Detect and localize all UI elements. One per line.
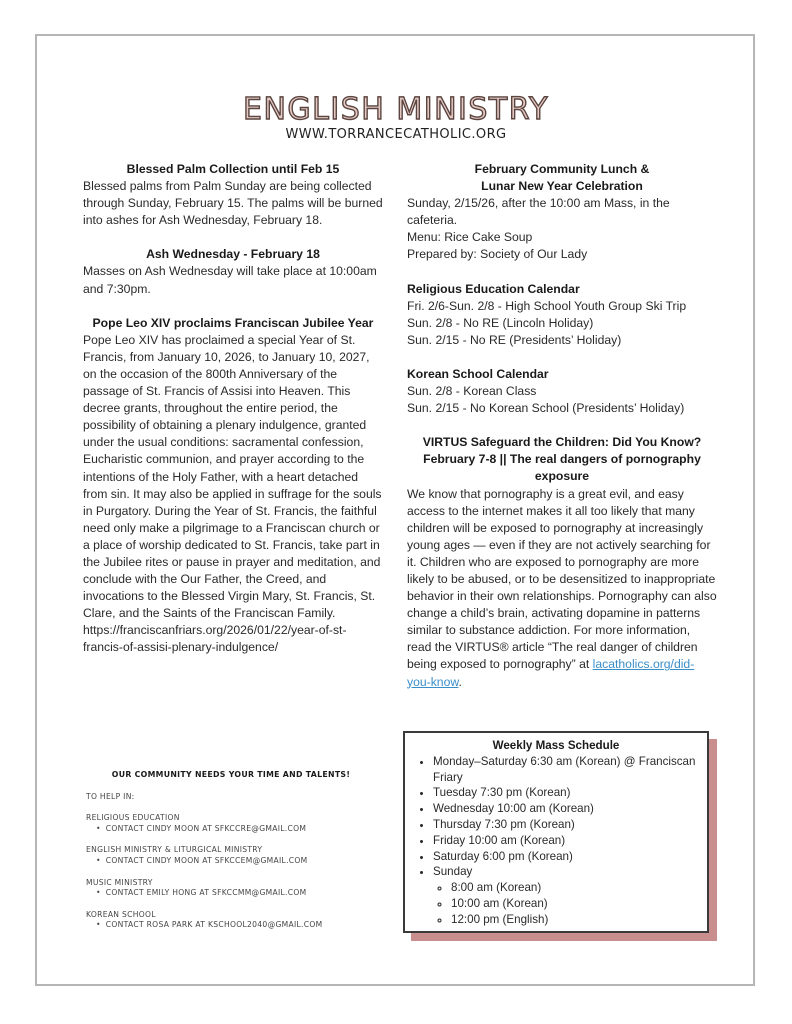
left-column <box>83 161 383 657</box>
korean-school-title: Korean School Calendar <box>407 366 549 381</box>
virtus-section <box>407 434 717 690</box>
mass-schedule-item: • Saturday 6:00 pm (Korean) <box>433 849 697 865</box>
mass-schedule-item: • Monday–Saturday 6:30 am (Korean) @ Franciscan Friary <box>433 754 697 786</box>
religious-education-title: Religious Education Calendar <box>407 281 580 296</box>
mass-schedule-panel <box>403 731 709 933</box>
mass-schedule-item: • Wednesday 10:00 am (Korean) <box>433 801 697 817</box>
mass-schedule-item: • Friday 10:00 am (Korean) <box>433 833 697 849</box>
virtus-body-text: We know that pornography is a great evil, and easy access to the internet makes it all too likely that many children will be exposed to pornography at increasingly young ages — even if they are not actively searching for it. Children who are exposed to pornography are more likely to be abused, or to be desensitized to inappropriate behavior in their own relationships. Pornography can also change a child’s brain, activating dopamine in patterns similar to substance addiction. For more information, read the VIRTUS® article “The real danger of children being exposed to pornography” at <box>407 486 717 672</box>
lunch-title-line1: February Community Lunch & <box>474 162 650 176</box>
community-section <box>86 770 376 942</box>
community-contact: • CONTACT CINDY MOON AT SFKCCRE@GMAIL.COM <box>96 824 376 835</box>
palm-title: Blessed Palm Collection until Feb 15 <box>126 162 340 176</box>
community-contact: • CONTACT CINDY MOON AT SFKCCEM@GMAIL.COM <box>96 856 376 867</box>
community-group <box>86 910 376 931</box>
community-group-name: MUSIC MINISTRY <box>86 877 153 887</box>
community-contact: • CONTACT EMILY HONG AT SFKCCMM@GMAIL.COM <box>96 888 376 899</box>
community-group-name: KOREAN SCHOOL <box>86 909 156 919</box>
ash-wednesday-section <box>83 246 383 297</box>
palm-body: Blessed palms from Palm Sunday are being collected through Sunday, February 15. The palms will be burned into ashes for Ash Wednesday, February 18. <box>83 179 383 228</box>
religious-education-item: Sun. 2/8 - No RE (Lincoln Holiday) <box>407 315 594 330</box>
mass-schedule-list <box>415 754 697 928</box>
sunday-mass-item: ◦ 10:00 am (Korean) <box>451 896 697 912</box>
lunch-prepared-by: Prepared by: Society of Our Lady <box>407 247 588 262</box>
mass-schedule-box <box>403 731 709 933</box>
lunch-section <box>407 161 717 264</box>
sunday-mass-item: ◦ 12:00 pm (English) <box>451 912 697 928</box>
mass-schedule-item-sunday <box>433 864 697 927</box>
community-group <box>86 845 376 866</box>
jubilee-title: Pope Leo XIV proclaims Franciscan Jubilee Year <box>92 315 374 330</box>
korean-school-section <box>407 366 717 417</box>
ash-wednesday-title: Ash Wednesday - February 18 <box>146 247 320 262</box>
mass-schedule-item: • Tuesday 7:30 pm (Korean) <box>433 785 697 801</box>
mass-schedule-title: Weekly Mass Schedule <box>492 739 620 752</box>
jubilee-url: https://franciscanfriars.org/2026/01/22/year-of-st-francis-of-assisi-plenary-indulgence/ <box>83 623 347 655</box>
website-url: WWW.TORRANCECATHOLIC.ORG <box>285 127 507 142</box>
religious-education-section <box>407 281 717 349</box>
jubilee-body: Pope Leo XIV has proclaimed a special Year of St. Francis, from January 10, 2026, to January 10, 2027, on the occasion of the 800th Anniversary of the passage of St. Francis of Assisi into Heaven. This decree grants, throughout the entire period, the possibility of obtaining a plenary indulgence, granted under the usual conditions: sacramental confession, Eucharistic communion, and prayer according to the intentions of the Holy Father, with a heart detached from sin. It may also be applied in suffrage for the souls in Purgatory. During the Year of St. Francis, the faithful need only make a pilgrimage to a Franciscan church or a place of worship dedicated to St. Francis, take part in the Jubilee rites or pause in prayer and meditation, and conclude with the Our Father, the Creed, and invocations to the Blessed Virgin Mary, St. Francis, St. Clare, and the Saints of the Franciscan Family. <box>83 332 382 621</box>
ash-wednesday-body: Masses on Ash Wednesday will take place at 10:00am and 7:30pm. <box>83 264 377 296</box>
sunday-label: Sunday <box>433 865 473 879</box>
community-help-label: TO HELP IN: <box>86 791 135 801</box>
community-group <box>86 878 376 899</box>
right-column <box>407 161 717 691</box>
palm-section <box>83 161 383 229</box>
community-group-name: ENGLISH MINISTRY & LITURGICAL MINISTRY <box>86 845 263 855</box>
community-group-name: RELIGIOUS EDUCATION <box>86 813 180 823</box>
virtus-title: VIRTUS Safeguard the Children: Did You Know? <box>422 435 702 450</box>
lunch-title-line2: Lunar New Year Celebration <box>481 179 643 194</box>
mass-schedule-item: • Thursday 7:30 pm (Korean) <box>433 817 697 833</box>
virtus-body-end: . <box>458 674 462 689</box>
religious-education-item: Fri. 2/6-Sun. 2/8 - High School Youth Group Ski Trip <box>407 298 687 313</box>
virtus-body <box>407 486 717 691</box>
page-title: ENGLISH MINISTRY <box>243 92 549 127</box>
sunday-mass-list <box>433 880 697 927</box>
community-title: OUR COMMUNITY NEEDS YOUR TIME AND TALENTS! <box>111 770 351 779</box>
virtus-subtitle: February 7-8 || The real dangers of pornography exposure <box>423 452 701 484</box>
korean-school-item: Sun. 2/8 - Korean Class <box>407 384 537 399</box>
community-group <box>86 813 376 834</box>
sunday-mass-item: ◦ 8:00 am (Korean) <box>451 880 697 896</box>
korean-school-item: Sun. 2/15 - No Korean School (Presidents’ Holiday) <box>407 401 685 416</box>
did-you-know-link[interactable]: lacatholics.org/did-you-know <box>407 657 695 689</box>
lunch-menu: Menu: Rice Cake Soup <box>407 230 533 245</box>
jubilee-section <box>83 315 383 657</box>
religious-education-item: Sun. 2/15 - No RE (Presidents’ Holiday) <box>407 332 622 347</box>
community-contact: • CONTACT ROSA PARK AT KSCHOOL2040@GMAIL.COM <box>96 920 376 931</box>
lunch-body: Sunday, 2/15/26, after the 10:00 am Mass, in the cafeteria. <box>407 196 670 228</box>
